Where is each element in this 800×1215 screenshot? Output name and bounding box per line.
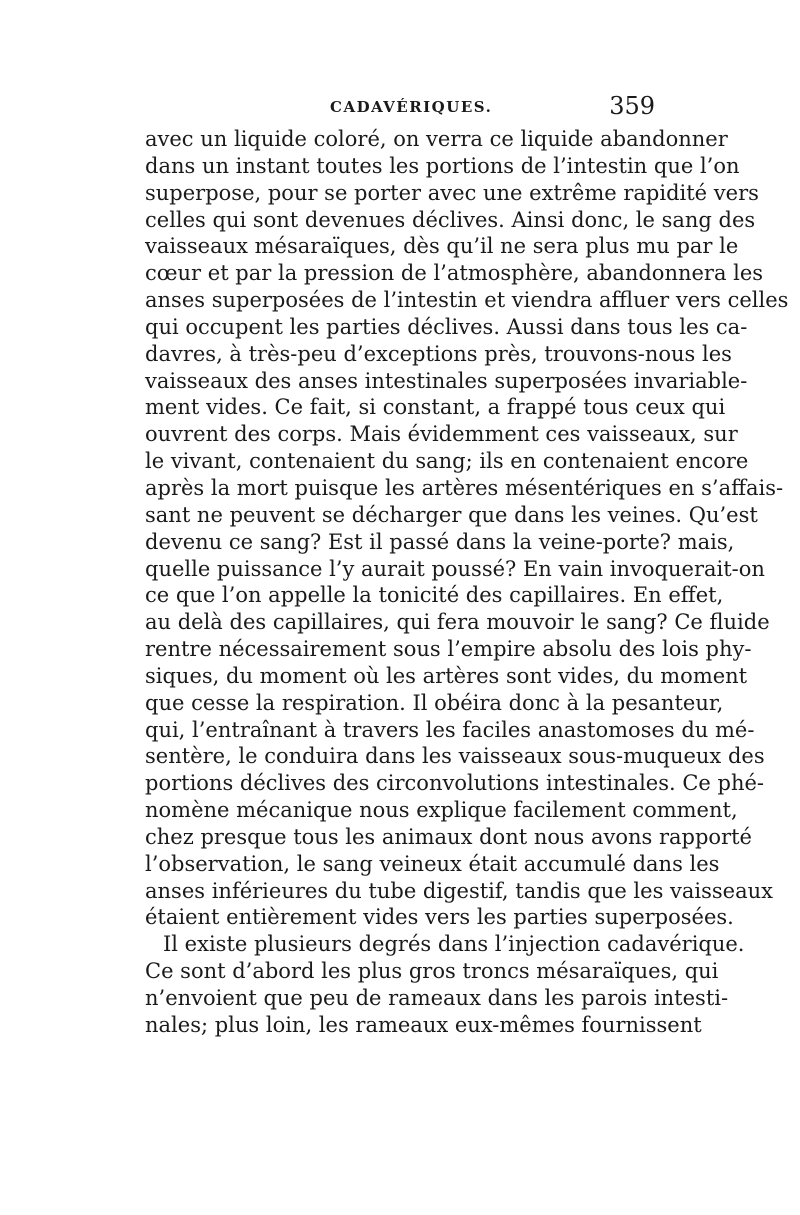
text-line: avec un liquide coloré, on verra ce liquide abandonner <box>145 127 728 151</box>
text-line: étaient entièrement vides vers les parties superposées. <box>145 905 734 930</box>
text-line: vaisseaux mésaraïques, dès qu’il ne sera plus mu par le <box>145 234 739 259</box>
text-line: davres, à très-peu d’exceptions près, trouvons-nous les <box>145 341 732 366</box>
text-line: sant ne peuvent se décharger que dans les veines. Qu’est <box>145 502 758 527</box>
text-line: qui, l’entraînant à travers les faciles anastomoses du mé- <box>145 717 755 742</box>
text-line: ment vides. Ce fait, si constant, a frappé tous ceux qui <box>145 395 726 420</box>
text-line: portions déclives des circonvolutions intestinales. Ce phé- <box>145 771 765 796</box>
text-line: après la mort puisque les artères mésentériques en s’affais- <box>145 475 784 500</box>
text-line: Ce sont d’abord les plus gros troncs mésaraïques, qui <box>145 959 719 984</box>
text-line: le vivant, contenaient du sang; ils en contenaient encore <box>145 449 749 474</box>
text-line: qui occupent les parties déclives. Aussi dans tous les ca- <box>145 314 748 339</box>
text-line: siques, du moment où les artères sont vides, du moment <box>145 663 748 688</box>
text-line: nales; plus loin, les rameaux eux-mêmes fournissent <box>145 1012 702 1037</box>
text-line: chez presque tous les animaux dont nous avons rapporté <box>145 824 752 849</box>
running-title: CADAVÉRIQUES. <box>330 98 493 116</box>
text-line: rentre nécessairement sous l’empire absolu des lois phy- <box>145 637 752 662</box>
text-line: au delà des capillaires, qui fera mouvoir le sang? Ce fluide <box>145 610 770 635</box>
text-line: sentère, le conduira dans les vaisseaux sous-muqueux des <box>145 744 765 769</box>
text-line: ce que l’on appelle la tonicité des capillaires. En effet, <box>145 583 724 608</box>
text-line: cœur et par la pression de l’atmosphère, abandonnera les <box>145 261 764 286</box>
text-line: devenu ce sang? Est il passé dans la veine-porte? mais, <box>145 529 735 554</box>
running-head <box>145 92 655 126</box>
text-line: celles qui sont devenues déclives. Ainsi donc, le sang des <box>145 207 756 232</box>
text-line: superpose, pour se porter avec une extrême rapidité vers <box>145 180 759 205</box>
body-text <box>145 126 789 1039</box>
text-line: quelle puissance l’y aurait poussé? En vain invoquerait-on <box>145 556 765 581</box>
page-number: 359 <box>609 92 655 120</box>
text-line: anses inférieures du tube digestif, tandis que les vaisseaux <box>145 878 773 903</box>
text-line: Il existe plusieurs degrés dans l’injection cadavérique. <box>163 932 745 957</box>
text-line: n’envoient que peu de rameaux dans les parois intesti- <box>145 986 729 1010</box>
text-line: dans un instant toutes les portions de l’intestin que l’on <box>145 153 740 178</box>
text-line: nomène mécanique nous explique facilement comment, <box>145 798 738 823</box>
text-line: anses superposées de l’intestin et viendra affluer vers celles <box>145 288 789 313</box>
text-line: l’observation, le sang veineux était accumulé dans les <box>145 851 720 876</box>
text-line: ouvrent des corps. Mais évidemment ces vaisseaux, sur <box>145 422 738 447</box>
text-line: vaisseaux des anses intestinales superposées invariable- <box>145 368 748 393</box>
text-line: que cesse la respiration. Il obéira donc à la pesanteur, <box>145 690 724 715</box>
